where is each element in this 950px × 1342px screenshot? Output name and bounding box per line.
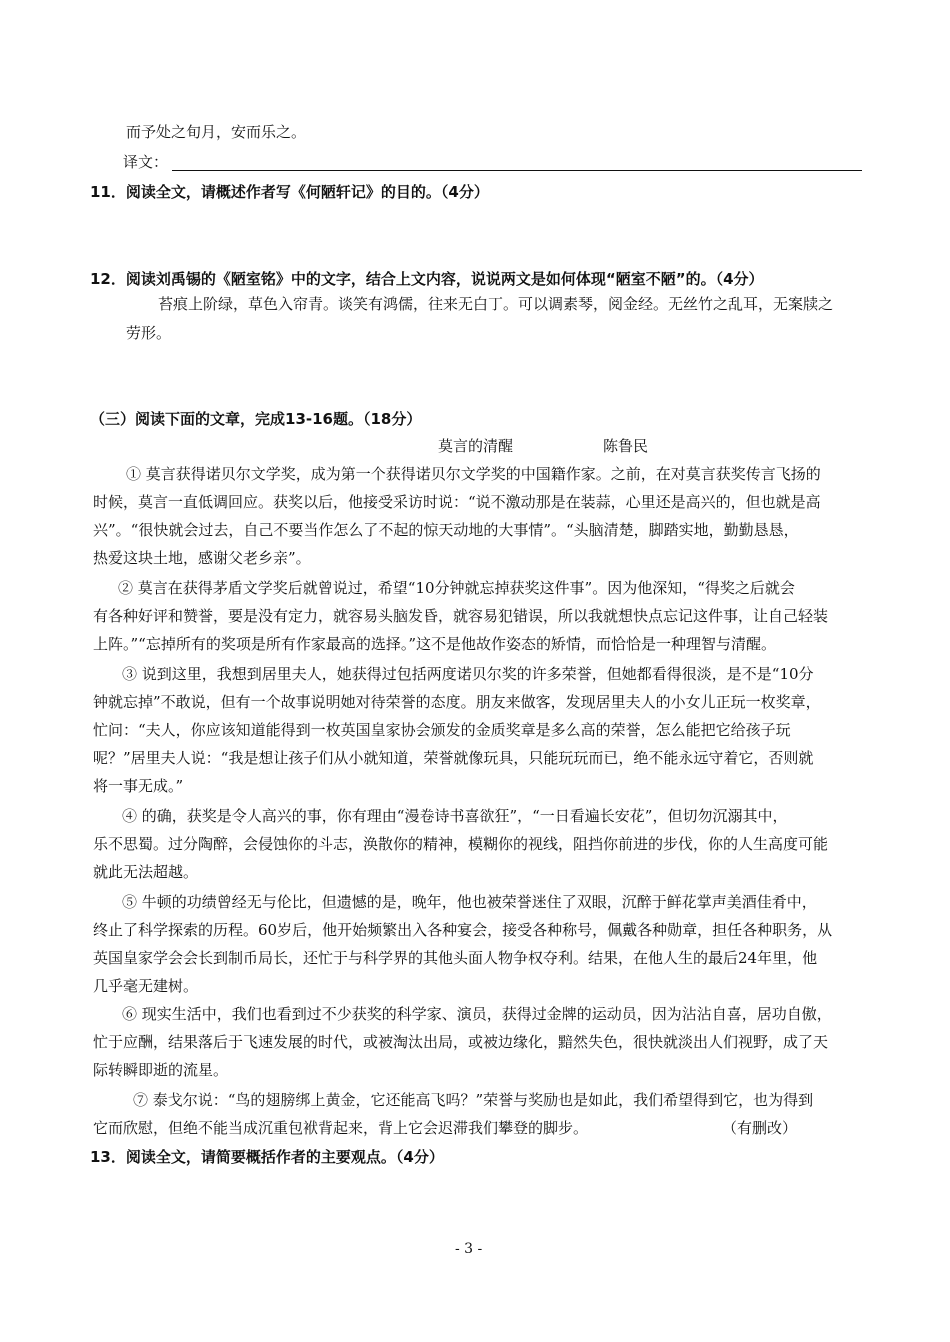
article-line: ③ 说到这里，我想到居里夫人，她获得过包括两度诺贝尔奖的许多荣誉，但她都看得很淡，是不是“10分 bbox=[122, 665, 814, 683]
translation-label: 译文： bbox=[123, 153, 169, 171]
article-line: ⑦ 泰戈尔说：“鸟的翅膀绑上黄金，它还能高飞吗？”荣誉与奖励也是如此，我们希望得到它，也为得到 bbox=[133, 1091, 814, 1109]
article-line: 几乎毫无建树。 bbox=[93, 977, 199, 995]
article-line: 呢？”居里夫人说：“我是想让孩子们从小就知道，荣誉就像玩具，只能玩玩而已，绝不能永远守着它，否则就 bbox=[93, 749, 814, 767]
article-line: ① 莫言获得诺贝尔文学奖，成为第一个获得诺贝尔文学奖的中国籍作家。之前，在对莫言获奖传言飞扬的 bbox=[126, 465, 821, 483]
question-13: 13．阅读全文，请简要概括作者的主要观点。（4分） bbox=[90, 1148, 444, 1166]
article-line: 忙于应酬，结果落后于飞速发展的时代，或被淘汰出局，或被边缘化，黯然失色，很快就淡出人们视野，成了天 bbox=[93, 1033, 829, 1051]
page-number: - 3 - bbox=[455, 1241, 483, 1257]
text-line: 而予处之旬月，安而乐之。 bbox=[126, 123, 307, 141]
article-line: 就此无法超越。 bbox=[93, 863, 199, 881]
article-line: 英国皇家学会会长到制币局长，还忙于与科学界的其他头面人物争权夺利。结果，在他人生的最后24年里，他 bbox=[93, 949, 818, 967]
article-line: 际转瞬即逝的流星。 bbox=[93, 1061, 229, 1079]
article-line: ⑥ 现实生活中，我们也看到过不少获奖的科学家、演员，获得过金牌的运动员，因为沾沾自喜，居功自傲， bbox=[122, 1005, 832, 1023]
article-line: 有各种好评和赞誉，要是没有定力，就容易头脑发昏，就容易犯错误，所以我就想快点忘记这件事，让自己轻装 bbox=[93, 607, 829, 625]
article-line: 兴”。“很快就会过去，自己不要当作怎么了不起的惊天动地的大事情”。“头脑清楚，脚踏实地，勤勤恳恳， bbox=[93, 521, 799, 539]
article-line: 钟就忘掉”不敢说，但有一个故事说明她对待荣誉的态度。朋友来做客，发现居里夫人的小女儿正玩一枚奖章， bbox=[93, 693, 821, 711]
article-line: 上阵。”“忘掉所有的奖项是所有作家最高的选择。”这不是他故作姿态的矫情，而恰恰是一种理智与清醒。 bbox=[93, 635, 777, 653]
article-title: 莫言的清醒 bbox=[438, 437, 514, 455]
question-11: 11．阅读全文，请概述作者写《何陋轩记》的目的。（4分） bbox=[90, 183, 489, 201]
article-line: 终止了科学探索的历程。60岁后，他开始频繁出入各种宴会，接受各种称号，佩戴各种勋章，担任各种职务，从 bbox=[93, 921, 833, 939]
section-heading: （三）阅读下面的文章，完成13-16题。（18分） bbox=[90, 410, 422, 428]
question-12: 12．阅读刘禹锡的《陋室铭》中的文字，结合上文内容，说说两文是如何体现“陋室不陋”的。（4分） bbox=[90, 270, 764, 288]
article-line: 忙问：“夫人，你应该知道能得到一枚英国皇家协会颁发的金质奖章是多么高的荣誉，怎么能把它给孩子玩 bbox=[93, 721, 791, 739]
quote-line: 苔痕上阶绿，草色入帘青。谈笑有鸿儒，往来无白丁。可以调素琴，阅金经。无丝竹之乱耳，无案牍之 bbox=[158, 295, 834, 313]
article-line: 乐不思蜀。过分陶醉，会侵蚀你的斗志，涣散你的精神，模糊你的视线，阻挡你前进的步伐，你的人生高度可能 bbox=[93, 835, 829, 853]
article-line: 时候，莫言一直低调回应。获奖以后，他接受采访时说：“说不激动那是在装蒜，心里还是高兴的，但也就是高 bbox=[93, 493, 821, 511]
article-author: 陈鲁民 bbox=[603, 437, 649, 455]
article-line: 它而欣慰，但绝不能当成沉重包袱背起来，背上它会迟滞我们攀登的脚步。 bbox=[93, 1119, 589, 1137]
source-note: （有删改） bbox=[722, 1119, 798, 1137]
answer-line bbox=[172, 170, 862, 171]
article-line: ⑤ 牛顿的功绩曾经无与伦比，但遗憾的是，晚年，他也被荣誉迷住了双眼，沉醉于鲜花掌声美酒佳肴中， bbox=[122, 893, 817, 911]
article-line: 将一事无成。” bbox=[93, 777, 184, 795]
article-line: ④ 的确，获奖是令人高兴的事，你有理由“漫卷诗书喜欲狂”，“一日看遍长安花”，但切勿沉溺其中， bbox=[122, 807, 788, 825]
quote-line: 劳形。 bbox=[126, 324, 172, 342]
article-line: 热爱这块土地，感谢父老乡亲”。 bbox=[93, 549, 311, 567]
article-line: ② 莫言在获得茅盾文学奖后就曾说过，希望“10分钟就忘掉获奖这件事”。因为他深知，“得奖之后就会 bbox=[118, 579, 795, 597]
